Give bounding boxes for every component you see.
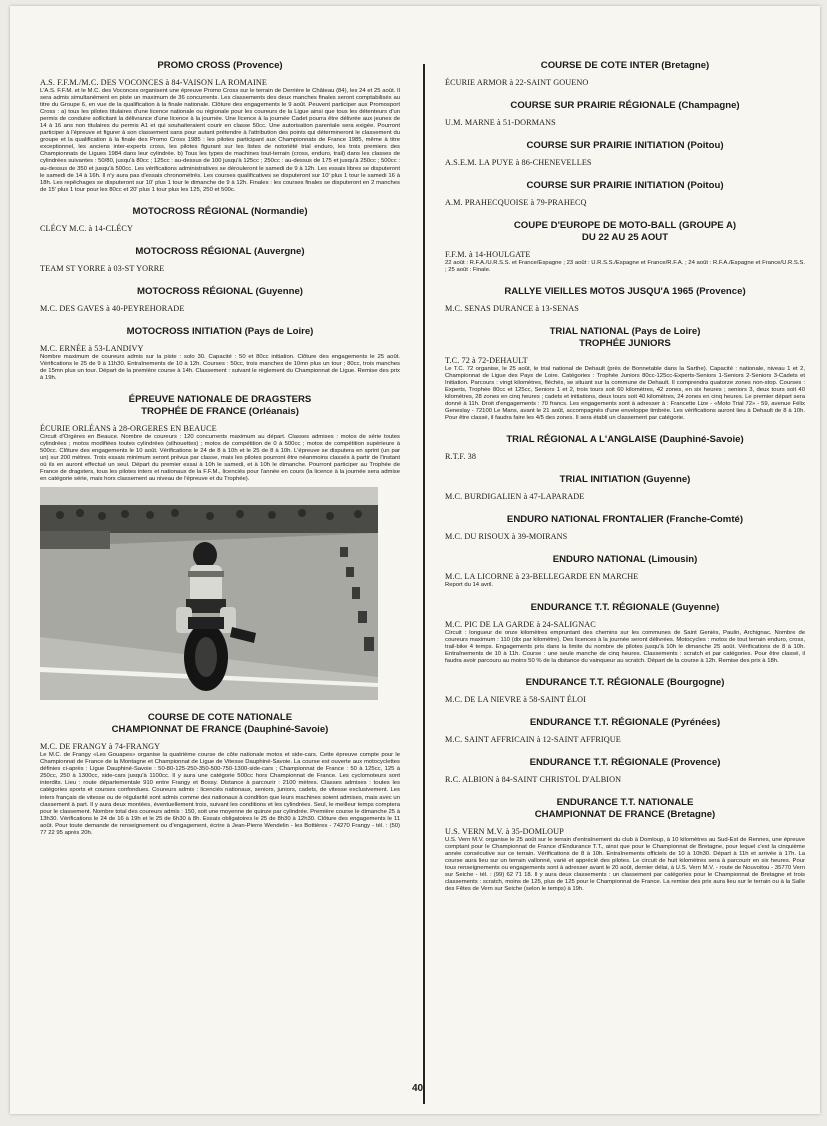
event-title: COURSE SUR PRAIRIE INITIATION (Poitou) (526, 180, 724, 191)
dragster-photo (40, 487, 378, 700)
event-endurance-pyrenees (445, 717, 805, 745)
event-prairie-poitou-2 (445, 180, 805, 208)
event-organizer: ÉCURIE ORLÉANS à 28-ORGERES EN BEAUCE (40, 423, 217, 433)
event-title: MOTOCROSS RÉGIONAL (Normandie) (132, 205, 308, 217)
column-divider (423, 64, 425, 1104)
event-organizer: A.S. F.F.M./M.C. DES VOCONCES à 84-VAISON LA ROMAINE (40, 78, 267, 87)
event-trial-initiation (445, 474, 805, 502)
event-details: Le M.C. de Frangy «Les Gouapes» organise la quatrième course de côte nationale motos et side-cars. Cette épreuve compte pour le Championnat de France de la Montagne et Championnat de Ligue de Vitesse Dauphiné-Savoie. La course est ouverte aux motocyclettes définies ci-après : Ligue Dauphiné-Savoie : 50-80-125-250-350-500-750-1300-side-cars ; Championnat de France : 50 à 125cc, 125 à 250cc, 250 à 1300cc, side-cars jusqu'à 1100cc. Il y aura une catégorie 500cc hors Championnat de France. Les cyclomoteurs sont interdits. Lieu : route départementale 910 entre Frangy et Bossy. Distance à parcourir : 2100 mètres. Classes admises : toutes les catégories sports et courses confondues. Coureurs admis : licenciés nationaux, seniors, juniors, cadets, de vitesse exclusivement. Les inters français de vitesse ou de régularité sont admis comme des nationaux à condition que leurs machines soient admises, mais avec un classement à part. Il y aura deux montées, éventuellement trois, suivant les conditions et les cylindrées. Seul, le meilleur temps comptera pour le classement. Nombre total des coureurs admis : 150, soit une moyenne de quinze par cylindrée. Première course le dimanche 25 à 13h30. Vérifications le 24 de 16 à 19h et le 25 de 6h30 à 8h. Essais obligatoires le 25 de 8h30 à 12h30. Clôture des engagements le 11 août. Pour toute demande de renseignement ou d'engagement, écrire à Jean-Pierre Wendelin - les Bottières - 74270 Frangy - tél. : (50) 77 22 95 après 20h. (40, 752, 400, 836)
event-organizer: M.C. SAINT AFFRICAIN à 12-SAINT AFFRIQUE (445, 734, 621, 744)
event-title: MOTOCROSS INITIATION (Pays de Loire) (126, 325, 314, 337)
event-course-cote-inter (445, 60, 805, 88)
event-organizer: U.S. VERN M.V. à 35-DOMLOUP (445, 826, 564, 836)
event-organizer: F.F.M. à 14-HOULGATE (445, 250, 531, 259)
event-title: ENDURANCE T.T. RÉGIONALE (Pyrénées) (529, 716, 721, 728)
event-title: COURSE DE COTE NATIONALE CHAMPIONNAT DE FRANCE (Dauphiné-Savoie) (111, 712, 329, 736)
event-organizer: A.S.E.M. LA PUYE à 86-CHENEVELLES (445, 158, 592, 167)
event-organizer: R.T.F. 38 (445, 452, 477, 462)
event-trial-national (445, 326, 805, 422)
event-promo-cross-provence (40, 60, 400, 194)
event-details: Circuit d'Orgères en Beauce. Nombre de coureurs : 120 concurrents maximum au départ. Classes admises : motos de série toutes cylindrées ; motos modifiées toutes cylindrées (silhouettes) ; motos de compétition de 0 à 500cc ; motos de compétition supérieure à 500cc. Clôture des engagements le 10 août. Vérifications le 24 de 8 à 10h et le 25 de 8 à 10h. L'épreuve se disputera en sprint (un par un) sur 200 mètres. Trois essais minimum seront prévus par classe, mais les pilotes pourront être néanmoins classés à partir de l'instant où ils en auront effectué un seul. Départ du premier essai à 10h le samedi, et à 10h le dimanche. Pourront participer au Trophée de France de dragsters, tous les pilotes inters et nationaux de la F.F.M., licenciés pour l'année en cours (la licence à la journée sera admise en catégorie série, mais hors classement au niveau de l'épreuve et du Trophée). (40, 433, 400, 483)
event-details: Report du 14 avril. (445, 582, 494, 589)
event-rallye-vieilles-motos (445, 286, 805, 314)
event-dragsters (40, 394, 400, 700)
event-organizer: M.C. DU RISOUX à 39-MOIRANS (445, 532, 568, 542)
event-organizer: CLÉCY M.C. à 14-CLÉCY (40, 223, 133, 233)
event-title: MOTOCROSS RÉGIONAL (Auvergne) (135, 245, 305, 257)
event-enduro-limousin (445, 554, 805, 589)
event-organizer: M.C. DE LA NIEVRE à 58-SAINT ÉLOI (445, 694, 586, 704)
event-motocross-auvergne (40, 246, 400, 274)
event-endurance-provence (445, 757, 805, 785)
event-organizer: M.C. DES GAVES à 40-PEYREHORADE (40, 303, 185, 313)
event-organizer: R.C. ALBION à 84-SAINT CHRISTOL D'ALBION (445, 774, 622, 784)
event-details: L'A.S. F.F.M. et le M.C. des Voconces organisent une épreuve Promo Cross sur le terrain de Derrière le Château (84), les 24 et 25 août. Il sera admis simultanément en piste un maximum de 36 concurrents. Les classements des deux manches finales seront comptabilisés au titre du Groupe 6, en vue de la qualification à la finale nationale. Clôture des engagements le 9 août. Peuvent participer aux Promosport Cross : a) tous les pilotes titulaires d'une licence nationale ou régionale pour les coureurs de la Ligue ainsi que tous les détenteurs d'un permis de conduire sollicitant la délivrance d'une licence à la journée. Une licence à la journée Cadet pourra être délivrée aux jeunes de 14 à 16 ans non titulaires du permis A1 et qui souhaiteraient courir en classe 50cc. Une autorisation parentale sera exigée. Pourront participer à l'épreuve et figurer à son classement sans pour autant prétendre à l'attribution des points qui détermineront le classement du groupe et la qualification à la finale des Promo Cross 1985 : les pilotes participant aux Championnats de France 1985, même à titre exceptionnel, les anciens inter-experts cross, les pilotes figurant sur les listes de notoriété trial enduro, les trois premiers des Championnats de Ligues 1984 dans leur cylindrée. b) Tous les types de machines tout-terrain (cross, enduro, trail) dans les classes de cylindrées suivantes : 50/80, jusqu'à 80cc ; 125cc : au-dessus de 100 jusqu'à 125cc ; 250cc : au-dessus de 175 et jusqu'à 250cc ; 500cc : au-dessus de 350 et jusqu'à 500cc. Les vérifications administratives se dérouleront le samedi de 9 à 12h. Les essais libres se disputeront le samedi de 14 à 16h. Il n'y aura pas d'essais chronométrés. Les courses qualificatives se disputeront sur 10' plus 1 tour le samedi 16 à 18h. Les repêchages se disputeront sur 10' plus 1 tour le dimanche de 9 à 12h. Finales : les courses finales se disputeront en 2 manches de 15' plus 1 tour pour les 80cc et 20' plus 1 tour plus les 125, 250 et 500c. (40, 88, 400, 193)
event-title: MOTOCROSS RÉGIONAL (Guyenne) (137, 285, 303, 297)
event-prairie-champagne (445, 100, 805, 128)
event-motocross-initiation (40, 326, 400, 382)
event-title: PROMO CROSS (Provence) (157, 60, 283, 71)
event-organizer: M.C. LA LICORNE à 23-BELLEGARDE EN MARCHE (445, 572, 639, 582)
event-title: ENDURANCE T.T. NATIONALE CHAMPIONNAT DE FRANCE (Bretagne) (534, 796, 716, 820)
event-endurance-bourgogne (445, 677, 805, 705)
event-title: COURSE SUR PRAIRIE RÉGIONALE (Champagne) (510, 100, 740, 111)
event-details: U.S. Vern M.V. organise le 25 août sur le terrain d'entraînement du club à Domloup, à 10 kilomètres au Sud-Est de Rennes, une épreuve comptant pour le Championnat de France d'Endurance T.T., ainsi que pour le Championnat de Bretagne, pour lequel c'est la cinquième année consécutive sur ce terrain. Vérifications de 8 à 10h. Entraînements officiels de 10 à 10h30. Départ à 11h et arrivée à 17h. La course aura lieu sur un terrain vallonné, varié et apprécié des pilotes. Le circuit de huit kilomètres sera à parcourir en six heures. Pour tous renseignements ou engagements sont à adresser avant le 20 août, dernier délai, à U.S. Vern M.V. - route de Nouvoitou - 35770 Vern sur Seiche - tél. : (99) 62 71 18. Il y aura deux classements : un classement par catégories pour le Championnat de Bretagne et trois classements : scratch, moins de 125, plus de 125 pour le Championnat de France. La remise des prix aura lieu sur le terrain ou à la Salle des Fêtes de Vern sur Seiche (selon le temps) à 19h. (445, 836, 805, 893)
event-title: ÉPREUVE NATIONALE DE DRAGSTERS TROPHÉE DE FRANCE (Orléanais) (128, 393, 312, 417)
event-details: 22 août : R.F.A./U.R.S.S. et France/Espagne ; 23 août : U.R.S.S./Espagne et France/R.F.A. ; 24 août : R.F.A./Espagne et France/U.R.S.S. ; 25 août : Finale. (445, 260, 805, 274)
event-title: TRIAL INITIATION (Guyenne) (559, 474, 691, 486)
event-title: ENDURANCE T.T. RÉGIONALE (Bourgogne) (525, 676, 725, 688)
event-motocross-normandie (40, 206, 400, 234)
event-organizer: M.C. ERNÉE à 53-LANDIVY (40, 343, 144, 353)
event-title: RALLYE VIEILLES MOTOS JUSQU'A 1965 (Provence) (504, 286, 746, 298)
event-endurance-guyenne (445, 602, 805, 665)
event-details: Circuit : longueur de onze kilomètres empruntant des chemins sur les communes de Saint Geniès, Paulin, Archignac. Nombre de coureurs maximum : 110 (dix par kilomètre). Des licences à la journée seront délivrées. Motocycles : motos de tout terrain enduro, cross, trail-bike 4 temps. Engagements pris dans la limite du nombre de pilotes jusqu'à 10h le dimanche 25 août. Vérifications de 8 à 10h. Entraînements de 10 à 11h. Course : une seule manche de cinq heures. Classements : scratch et par catégories. Pour être classé, il faudra avoir parcouru au moins 50 % de la distance du vainqueur au scratch. Départ de la course à 12h. Remise des prix à 18h. (445, 629, 805, 664)
event-trial-anglaise (445, 434, 805, 462)
right-column (445, 58, 805, 905)
event-organizer: T.C. 72 à 72-DEHAULT (445, 356, 528, 366)
event-organizer: TEAM ST YORRE à 03-ST YORRE (40, 263, 165, 273)
event-organizer: M.C. SENAS DURANCE à 13-SENAS (445, 304, 579, 314)
event-organizer: M.C. BURDIGALIEN à 47-LAPARADE (445, 492, 585, 502)
magazine-page (10, 6, 820, 1114)
event-organizer: A.M. PRAHECQUOISE à 79-PRAHECQ (445, 198, 587, 207)
event-organizer: ÉCURIE ARMOR à 22-SAINT GOUENO (445, 78, 589, 87)
event-motocross-guyenne (40, 286, 400, 314)
event-title: TRIAL NATIONAL (Pays de Loire) TROPHÉE JUNIORS (549, 326, 701, 350)
event-organizer: M.C. DE FRANGY à 74-FRANGY (40, 742, 161, 752)
event-title: ENDURO NATIONAL (Limousin) (552, 554, 698, 566)
event-course-cote-nationale (40, 712, 400, 837)
event-endurance-nationale (445, 797, 805, 893)
event-title: COUPE D'EUROPE DE MOTO-BALL (GROUPE A) DU 22 AU 25 AOUT (513, 220, 737, 243)
event-title: ENDURANCE T.T. RÉGIONALE (Guyenne) (530, 601, 720, 613)
event-title: TRIAL RÉGIONAL A L'ANGLAISE (Dauphiné-Savoie) (506, 434, 744, 446)
event-moto-ball (445, 220, 805, 274)
event-title: ENDURO NATIONAL FRONTALIER (Franche-Comté) (506, 514, 744, 526)
event-title: COURSE SUR PRAIRIE INITIATION (Poitou) (526, 140, 724, 151)
event-organizer: M.C. PIC DE LA GARDE à 24-SALIGNAC (445, 619, 596, 629)
event-details: Nombre maximum de coureurs admis sur la piste : solo 30. Capacité : 50 et 80cc initiation. Clôture des engagements le 25 août. Vérifications le 25 de 9 à 11h30. Entraînements de 10 à 12h. Courses : 50cc, trois manches de 10mn plus un tour ; 80cc, trois manches de 15mn plus un tour. Départ de la première course à 14h. Classement : suivant le règlement du Championnat de Ligue. Remise des prix à 19h. (40, 353, 400, 381)
page-number: 40 (412, 1083, 424, 1094)
event-enduro-frontalier (445, 514, 805, 542)
dragster-photo-illustration (40, 487, 378, 700)
event-title: ENDURANCE T.T. RÉGIONALE (Provence) (529, 756, 721, 768)
event-title: COURSE DE COTE INTER (Bretagne) (540, 60, 710, 71)
left-column (40, 58, 400, 849)
event-details: Le T.C. 72 organise, le 25 août, le trial national de Dehault (près de Bonnetable dans la Sarthe). Capacité : nationale, niveau 1 et 2, Championnat de Ligue des Pays de Loire. Catégories : Trophée Juniors 80cc-125cc-Experts-Seniors 1-Seniors 2-Seniors 3-Cadets et Initiation. Parcours : vingt kilomètres, fléchés, se situant sur la commune de Dehault. Il comprendra quatorze zones non-stop. Courses : Experts, Trophée 80cc et 125cc, Seniors 1 et 2, trois tours soit 60 kilomètres, 42 zones, en six heures ; seniors 3, deux tours soit 40 kilomètres, 28 zones en cinq heures ; cadets et initiations, deux tours soit 40 kilomètres, 24 zones en cinq heures. Le premier départ sera donné à 11h. Droit d'engagements : 70 francs. Les engagements sont à adresser à : Francette Lize - «Moto Trial 72» - 59, avenue Félix Geneslay - 72100 Le Mans, avant le 21 août, accompagnés d'une enveloppe timbrée. Les vérifications auront lieu à Dehault de 8 à 10h. Pour être classé, il faudra faire les 4/5 des zones. Il sera établi un classement par catégorie. (445, 366, 805, 422)
event-prairie-poitou-1 (445, 140, 805, 168)
event-organizer: U.M. MARNE à 51-DORMANS (445, 118, 556, 127)
